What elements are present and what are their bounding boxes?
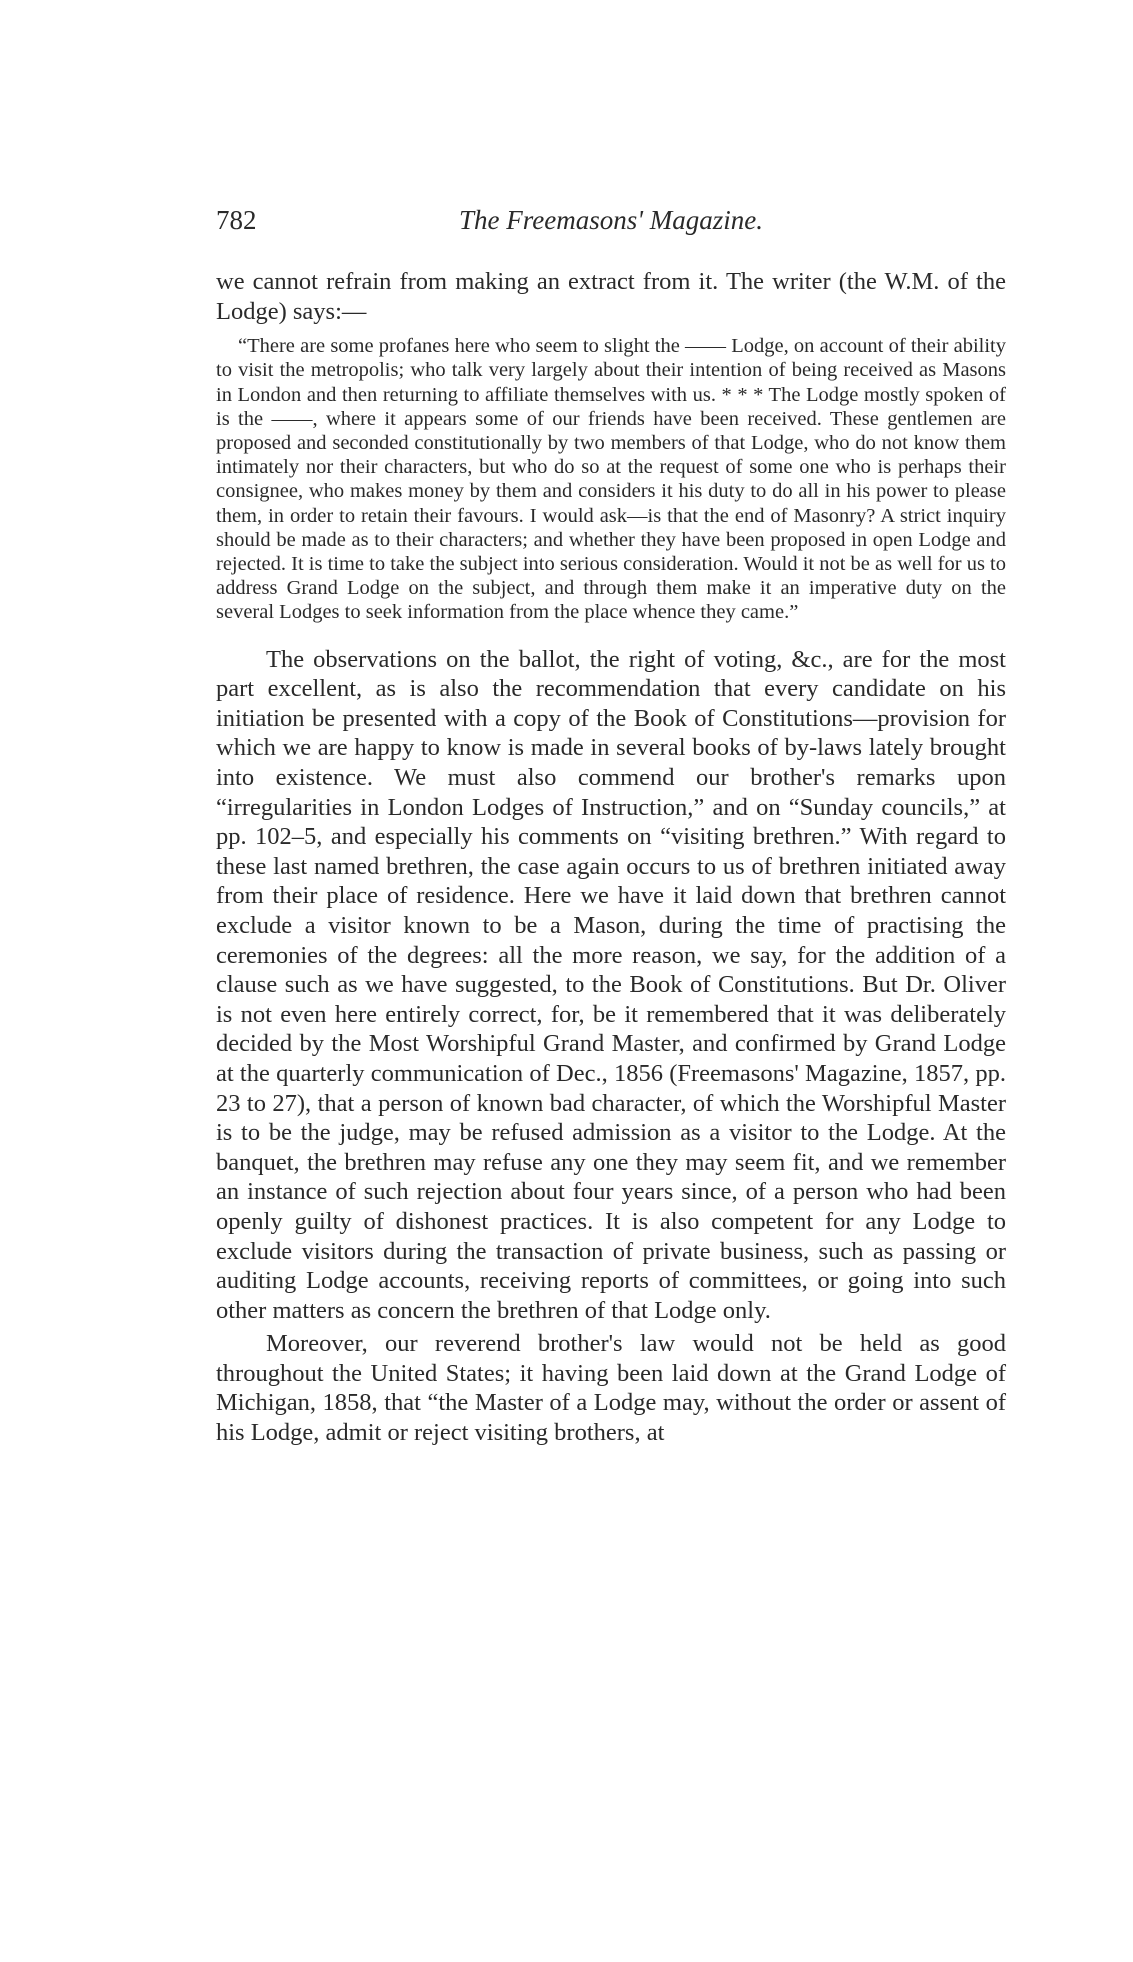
paragraph-moreover: Moreover, our reverend brother's law would not be held as good throughout the United States; it having been laid down at the Grand Lodge of Michigan, 1858, that “the Master of a Lodge may, without the order or assent of his Lodge, admit or reject visiting brothers, at xyxy=(216,1330,1006,1447)
quoted-letter: “There are some profanes here who seem to slight the —— Lodge, on account of their ability to visit the metropolis; who talk very largely about their intention of being received as Masons in London and then returning to affiliate themselves with us. * * * The Lodge mostly spoken of is the ——, where it appears some of our friends have been received. These gentlemen are proposed and seconded constitutionally by two members of that Lodge, who do not know them intimately nor their characters, but who do so at the request of some one who is perhaps their consignee, who makes money by them and considers it his duty to do all in his power to please them, in order to retain their favours. I would ask—is that the end of Masonry? A strict inquiry should be made as to their characters; and whether they have been proposed in open Lodge and rejected. It is time to take the subject into serious consideration. Would it not be as well for us to address Grand Lodge on the subject, and through them make it an imperative duty on the several Lodges to seek information from the place whence they came.” xyxy=(216,335,1006,624)
intro-paragraph: we cannot refrain from making an extract from it. The writer (the W.M. of the Lodge) says:— xyxy=(216,268,1006,325)
running-title: The Freemasons' Magazine. xyxy=(459,205,763,235)
paragraph-ballot: The observations on the ballot, the right of voting, &c., are for the most part excellent, as is also the recommendation that every candidate on his initiation be presented with a copy of the Book of Constitutions—provision for which we are happy to know is made in several books of by-laws lately brought into existence. We must also commend our brother's remarks upon “irregularities in London Lodges of Instruction,” and on “Sunday councils,” at pp. 102–5, and especially his comments on “visiting brethren.” With regard to these last named brethren, the case again occurs to us of brethren initiated away from their place of residence. Here we have it laid down that brethren cannot exclude a visitor known to be a Mason, during the time of practising the ceremonies of the degrees: all the more reason, we say, for the addition of a clause such as we have suggested, to the Book of Constitutions. But Dr. Oliver is not even here entirely correct, for, be it remembered that it was deliberately decided by the Most Worshipful Grand Master, and confirmed by Grand Lodge at the quarterly communication of Dec., 1856 (Freemasons' Magazine, 1857, pp. 23 to 27), that a person of known bad character, of which the Worshipful Master is to be the judge, may be refused admission as a visitor to the Lodge. At the banquet, the brethren may refuse any one they may seem fit, and we remember an instance of such rejection about four years since, of a person who had been openly guilty of dishonest practices. It is also competent for any Lodge to exclude visitors during the transaction of private business, such as passing or auditing Lodge accounts, receiving reports of committees, or going into such other matters as concern the brethren of that Lodge only. xyxy=(216,645,1006,1324)
page-number: 782 xyxy=(216,205,257,235)
page-header xyxy=(216,205,1006,245)
article-body xyxy=(216,267,1006,1448)
